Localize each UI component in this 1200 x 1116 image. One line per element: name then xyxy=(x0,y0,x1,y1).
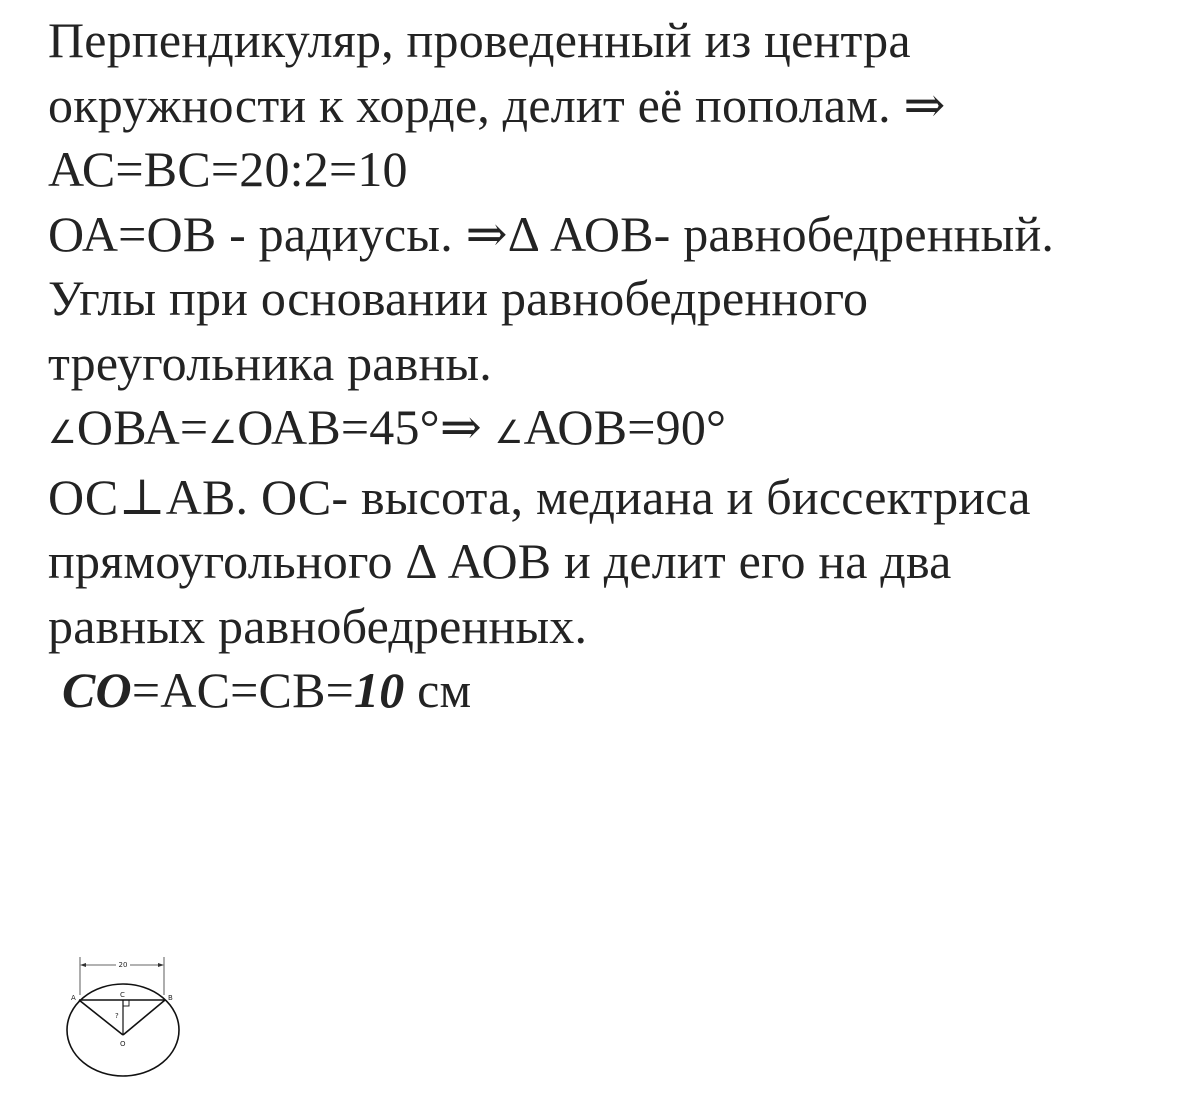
answer-equality: =AC=CB= xyxy=(131,662,355,718)
dimension-arrow-right xyxy=(158,963,164,967)
solution-text xyxy=(48,8,1178,723)
text-line-3: АС=ВС=20:2=10 xyxy=(48,141,408,197)
geometry-figure xyxy=(60,955,190,1080)
label-question: ? xyxy=(115,1012,119,1020)
dimension-arrow-left xyxy=(80,963,86,967)
text-line-1: Перпендикуляр, проведенный из центра xyxy=(48,12,911,68)
text-line-2: окружности к хорде, делит её пополам. ⇒ xyxy=(48,76,946,133)
answer-value: 10 xyxy=(354,662,405,718)
angle-oab: ОАВ=45°⇒ xyxy=(237,399,495,455)
dimension-label: 20 xyxy=(118,961,128,969)
text-line-8: ОС⊥АВ. ОС- высота, медиана и биссектриса xyxy=(48,468,1031,525)
angle-symbol: ∠ xyxy=(494,413,524,451)
angle-symbol: ∠ xyxy=(208,413,238,451)
right-angle-marker xyxy=(123,1000,129,1006)
label-a: A xyxy=(71,994,76,1002)
text-line-7 xyxy=(48,395,1178,465)
angle-symbol: ∠ xyxy=(48,413,77,451)
circle-chord-diagram xyxy=(60,955,190,1080)
text-line-4: ОА=ОВ - радиусы. ⇒Δ АОВ- равнобедренный. xyxy=(48,205,1055,262)
answer-unit: см xyxy=(404,662,472,718)
text-line-11-answer xyxy=(48,658,1178,723)
label-c: C xyxy=(120,991,125,999)
text-line-10: равных равнобедренных. xyxy=(48,597,588,654)
text-line-6: треугольника равны. xyxy=(48,334,492,391)
label-o: O xyxy=(120,1040,126,1048)
answer-co: CO xyxy=(62,662,132,718)
label-b: B xyxy=(168,994,173,1002)
text-line-5: Углы при основании равнобедренного xyxy=(48,270,869,326)
angle-aob: АОВ=90° xyxy=(523,399,727,455)
angle-oba: ОВА= xyxy=(76,399,209,455)
text-line-9: прямоугольного Δ АОВ и делит его на два xyxy=(48,533,952,589)
